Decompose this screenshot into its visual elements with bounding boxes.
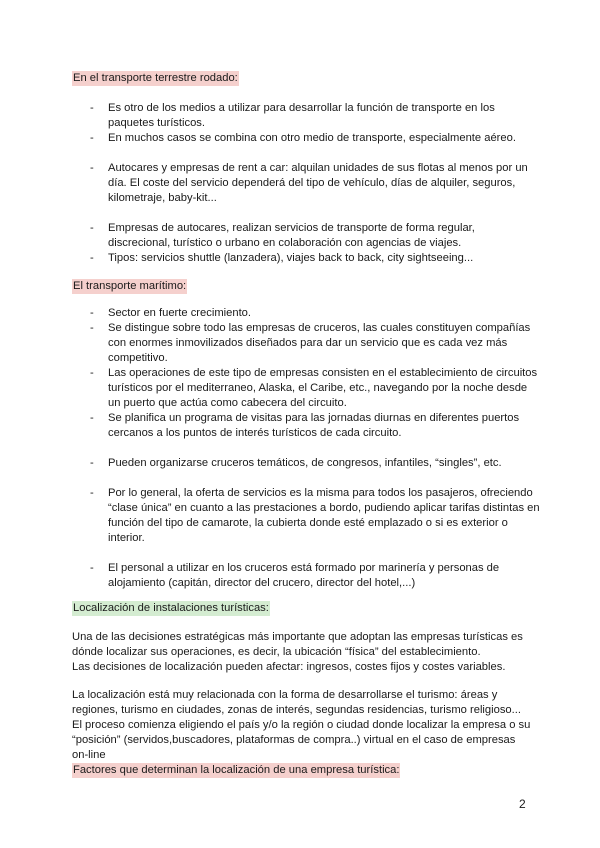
list-item: - El personal a utilizar en los cruceros está formado por marinería y personas de alojamiento (capitán, director del crucero, director del hotel,...) xyxy=(90,561,540,591)
heading-factores: Factores que determinan la localización de una empresa turística: xyxy=(73,764,400,776)
paragraph-text: Una de las decisiones estratégicas más importante que adoptan las empresas turísticas es dónde localizar sus operaciones, es decir, la ubicación “física” del establecimiento. xyxy=(72,631,523,658)
list-item: - Se distingue sobre todo las empresas de cruceros, las cuales constituyen compañías con enormes inmovilizados diseñados para dar un servicio que es cada vez más competitivo. xyxy=(90,321,540,366)
list-item: - Tipos: servicios shuttle (lanzadera), viajes back to back, city sightseeing... xyxy=(90,251,540,266)
list-item: - Sector en fuerte crecimiento. xyxy=(90,306,540,321)
heading-transporte-maritimo: El transporte marítimo: xyxy=(73,280,187,292)
paragraph xyxy=(72,630,532,675)
bullet-list-maritimo xyxy=(90,306,540,591)
page-number: 2 xyxy=(519,797,526,811)
bullet-list-terrestre xyxy=(90,101,540,266)
paragraph-text: La localización está muy relacionada con la forma de desarrollarse el turismo: áreas y regiones, turismo en ciudades, zonas de interés, segundas residencias, turismo religioso... xyxy=(72,689,521,716)
paragraph-text: El proceso comienza eligiendo el país y/o la región o ciudad donde localizar la empresa o su “posición” (servidos,buscadores, plataformas de compra..) virtual en el caso de empresas on-line xyxy=(72,719,531,761)
list-item: - Autocares y empresas de rent a car: alquilan unidades de sus flotas al menos por un día. El coste del servicio dependerá del tipo de vehículo, días de alquiler, seguros, kilometraje, baby-kit... xyxy=(90,161,540,206)
list-item: - En muchos casos se combina con otro medio de transporte, especialmente aéreo. xyxy=(90,131,540,146)
list-item: - Por lo general, la oferta de servicios es la misma para todos los pasajeros, ofreciendo “clase única” en cuanto a las prestaciones a bordo, pudiendo aplicar tarifas distintas en función del tipo de camarote, la cubierta donde esté emplazado o si es exterior o interior. xyxy=(90,486,540,546)
heading-transporte-terrestre: En el transporte terrestre rodado: xyxy=(73,72,238,84)
heading-localizacion: Localización de instalaciones turísticas: xyxy=(73,602,269,614)
list-item: - Empresas de autocares, realizan servicios de transporte de forma regular, discrecional, turístico o urbano en colaboración con agencias de viajes. xyxy=(90,221,540,251)
list-item: - Es otro de los medios a utilizar para desarrollar la función de transporte en los paquetes turísticos. xyxy=(90,101,540,131)
paragraph xyxy=(72,688,532,763)
list-item: - Se planifica un programa de visitas para las jornadas diurnas en diferentes puertos cercanos a los puntos de interés turísticos de cada circuito. xyxy=(90,411,540,441)
list-item: - Pueden organizarse cruceros temáticos, de congresos, infantiles, “singles”, etc. xyxy=(90,456,540,471)
list-item: - Las operaciones de este tipo de empresas consisten en el establecimiento de circuitos turísticos por el mediterraneo, Alaska, el Caribe, etc., navegando por la noche desde un puerto que actúa como cabecera del circuito. xyxy=(90,366,540,411)
paragraph-text: Las decisiones de localización pueden afectar: ingresos, costes fijos y costes variables. xyxy=(72,661,506,673)
